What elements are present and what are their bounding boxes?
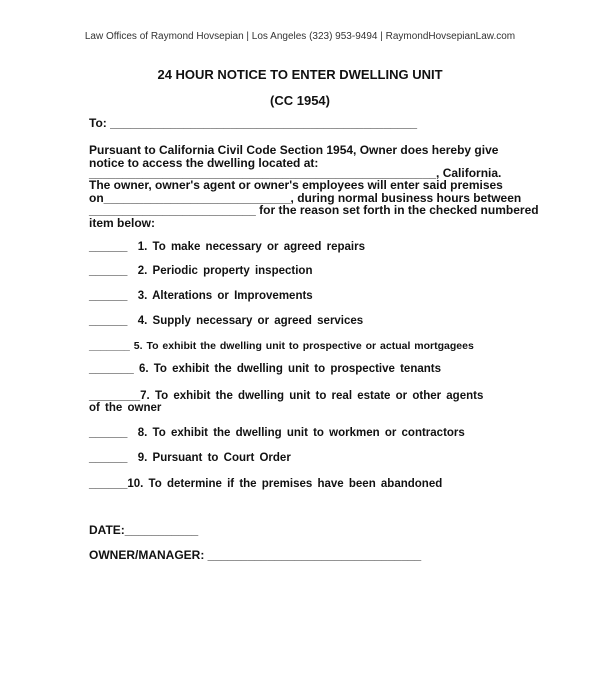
body-line: on____________________________, during normal business hours between	[89, 191, 522, 205]
checklist-item-8: ______ 8. To exhibit the dwelling unit to workmen or contractors	[89, 427, 465, 439]
checklist-item-9: ______ 9. Pursuant to Court Order	[89, 452, 291, 464]
body-line: notice to access the dwelling located at:	[89, 156, 319, 170]
checklist-item-4: ______ 4. Supply necessary or agreed services	[89, 315, 364, 327]
checklist-item-5: _______ 5. To exhibit the dwelling unit to prospective or actual mortgagees	[89, 340, 474, 352]
to-line: To: ______________________________________________	[89, 116, 418, 130]
date-field: DATE:___________	[89, 523, 199, 537]
checklist-item-1: ______ 1. To make necessary or agreed repairs	[89, 241, 365, 253]
body-line: _________________________ for the reason set forth in the checked numbered	[89, 203, 539, 217]
body-line: ____________________________________________________, California.	[89, 166, 502, 180]
checklist-item-7: ________7. To exhibit the dwelling unit to real estate or other agents	[89, 390, 484, 402]
owner-manager-field: OWNER/MANAGER: ________________________________	[89, 548, 422, 562]
checklist-item-6: _______ 6. To exhibit the dwelling unit to prospective tenants	[89, 363, 441, 375]
checklist-item-3: ______ 3. Alterations or Improvements	[89, 290, 313, 302]
body-line: Pursuant to California Civil Code Section 1954, Owner does hereby give	[89, 143, 499, 157]
civil-code-reference: (CC 1954)	[270, 93, 330, 108]
document-title: 24 HOUR NOTICE TO ENTER DWELLING UNIT	[157, 67, 443, 82]
checklist-item-2: ______ 2. Periodic property inspection	[89, 265, 313, 277]
checklist-item-7-continued: of the owner	[89, 402, 162, 414]
body-line: item below:	[89, 216, 156, 230]
letterhead: Law Offices of Raymond Hovsepian | Los Angeles (323) 953-9494 | RaymondHovsepianLaw.com	[84, 31, 516, 42]
checklist-item-10: ______10. To determine if the premises have been abandoned	[89, 478, 443, 490]
body-line: The owner, owner's agent or owner's employees will enter said premises	[89, 178, 503, 192]
